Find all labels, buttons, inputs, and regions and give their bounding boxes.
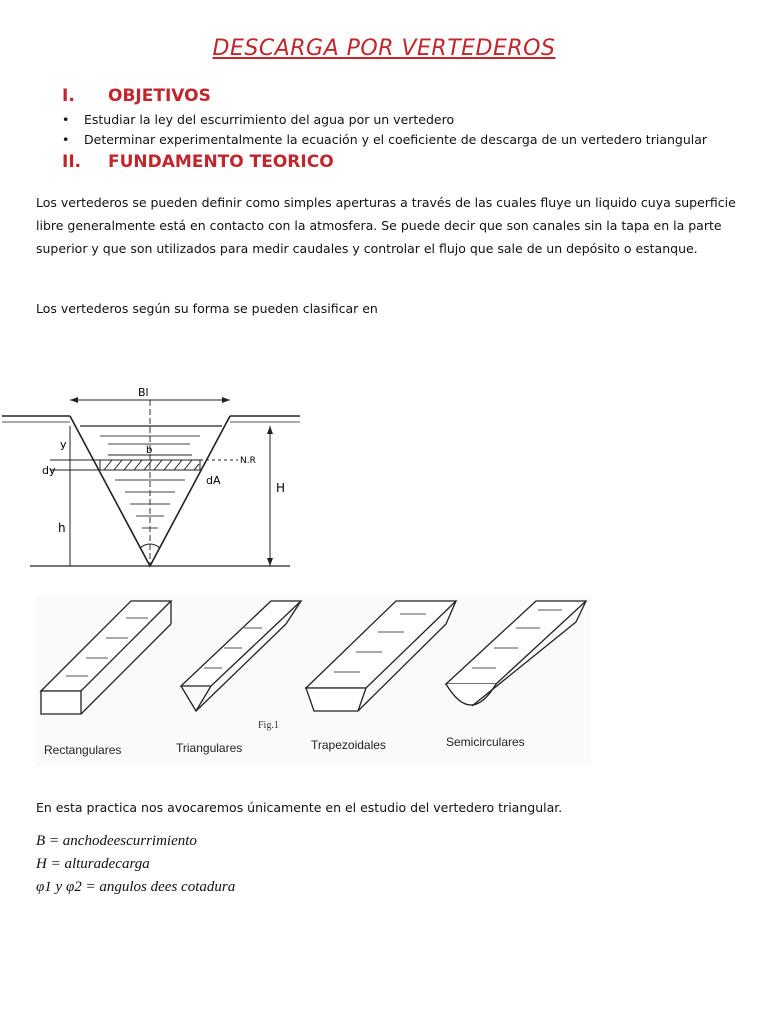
section-heading-fundamento [62, 152, 334, 172]
triangular-weir-diagram [0, 380, 310, 575]
label-dA: dA [206, 474, 221, 487]
list-item: • Determinar experimentalmente la ecuación y el coeficiente de descarga de un vertedero triangular [62, 130, 707, 150]
section-title: OBJETIVOS [108, 86, 211, 106]
label-triangulares: Triangulares [176, 741, 243, 755]
label-y: y [60, 438, 67, 451]
label-semicirculares: Semicirculares [446, 735, 525, 749]
label-B: Bl [138, 386, 149, 399]
paragraph-scope: En esta practica nos avocaremos únicamente en el estudio del vertedero triangular. [36, 800, 563, 815]
objectives-list [62, 110, 707, 150]
paragraph-classification: Los vertederos según su forma se pueden clasificar en [36, 301, 378, 316]
section-number: II. [62, 152, 82, 172]
formula-B: B = anchodeescurrimiento [36, 833, 197, 849]
list-item: • Estudiar la ley del escurrimiento del agua por un vertedero [62, 110, 707, 130]
formula-angles: φ1 y φ2 = angulos dees cotadura [36, 879, 236, 895]
formula-H: H = alturadecarga [36, 856, 150, 872]
figure-number: Fig.1 [258, 720, 279, 731]
label-h: h [58, 521, 66, 535]
section-heading-objetivos [62, 86, 211, 106]
label-b: b [146, 445, 153, 456]
page-title: DESCARGA POR VERTEDEROS [212, 36, 556, 61]
label-nr: N.R [240, 456, 256, 466]
section-number: I. [62, 86, 75, 106]
label-trapezoidales: Trapezoidales [311, 738, 386, 752]
label-rectangulares: Rectangulares [44, 743, 122, 757]
weir-shapes-figure [36, 596, 591, 766]
formula-block [36, 830, 235, 899]
label-dy: dy [42, 464, 56, 477]
section-title: FUNDAMENTO TEORICO [108, 152, 334, 172]
paragraph-definition: Los vertederos se pueden definir como simples aperturas a través de las cuales fluye un liquido cuya superficie libre generalmente está en contacto con la atmosfera. Se puede decir que son canales sin la tapa en la parte superior y que son utilizados para medir caudales y controlar el flujo que sale de un depósito o estanque. [36, 195, 736, 256]
label-H: H [276, 481, 286, 495]
